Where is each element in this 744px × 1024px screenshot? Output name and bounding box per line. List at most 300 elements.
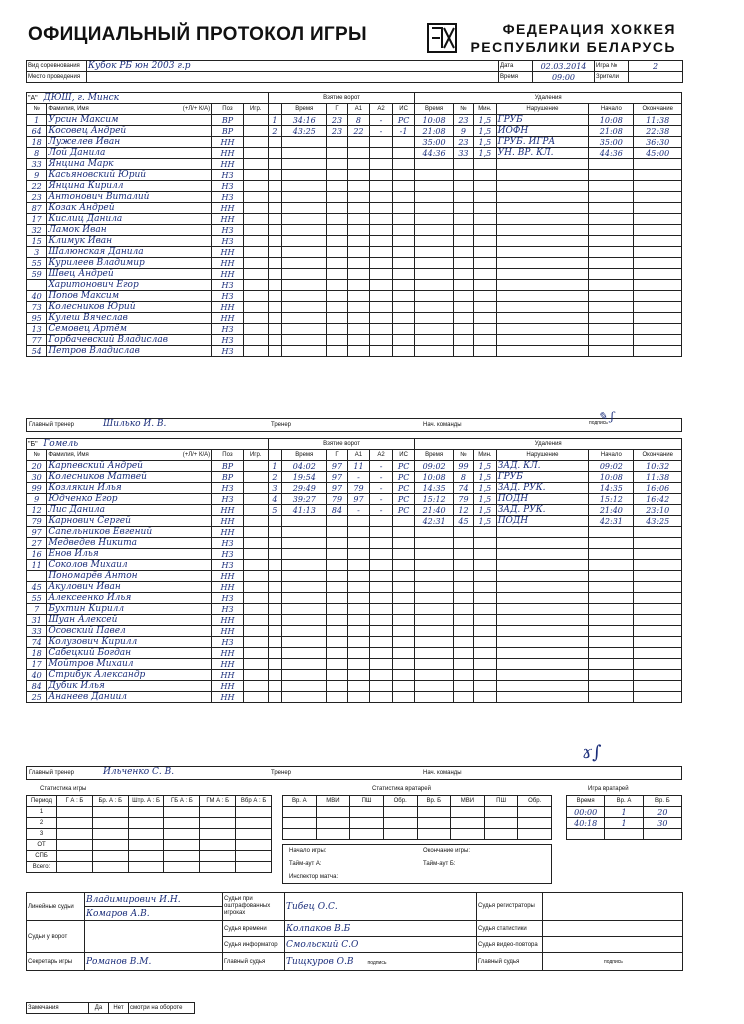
federation-line2: РЕСПУБЛИКИ БЕЛАРУСЬ — [470, 39, 676, 55]
penalty-start — [589, 648, 634, 659]
goal-assist-1 — [347, 258, 370, 269]
penalty-infraction — [496, 692, 589, 703]
player-games — [243, 236, 268, 247]
video-label: Судья видео-повтора — [477, 937, 543, 953]
penalty-player: 9 — [453, 126, 473, 137]
player-name: Акулович Иван — [47, 582, 212, 593]
player-position: НН — [212, 648, 244, 659]
table-row — [27, 280, 682, 291]
penalty-time — [415, 615, 453, 626]
game-label: Игра № — [595, 61, 629, 72]
player-position: НЗ — [212, 346, 244, 357]
goal-assist-2 — [370, 648, 393, 659]
goal-assist-2 — [370, 593, 393, 604]
player-games — [243, 681, 268, 692]
penalty-player — [453, 593, 473, 604]
player-number: 9 — [27, 494, 47, 505]
table-row — [27, 593, 682, 604]
penalty-player — [453, 681, 473, 692]
goal-situation — [392, 560, 415, 571]
penalty-end — [634, 571, 682, 582]
penalty-player: 23 — [453, 137, 473, 148]
game-times-box — [282, 844, 552, 884]
player-number: 33 — [27, 626, 47, 637]
linesmen-label: Линейные судьи — [27, 893, 85, 921]
head-coach-a: Шилько И. В. — [103, 419, 167, 429]
goal-assist-2 — [370, 247, 393, 258]
table-row — [27, 560, 682, 571]
player-name: Шалюнская Данила — [47, 247, 212, 258]
gk-game-col: Время — [567, 796, 605, 807]
penalty-minutes — [474, 637, 497, 648]
registrar-value — [543, 893, 683, 921]
player-position: НН — [212, 137, 244, 148]
goal-scorer — [327, 615, 347, 626]
stats-period-label: 1 — [27, 807, 57, 818]
player-position: НН — [212, 148, 244, 159]
goal-assist-2 — [370, 269, 393, 280]
player-position: НН — [212, 505, 244, 516]
penalty-end — [634, 247, 682, 258]
goal-time — [282, 203, 327, 214]
player-position: НЗ — [212, 604, 244, 615]
goal-situation — [392, 313, 415, 324]
goal-scorer — [327, 571, 347, 582]
table-row — [27, 192, 682, 203]
penalty-box-label: Судьи при оштрафованных игроках — [223, 893, 285, 921]
goal-time — [282, 225, 327, 236]
venue-label: Место проведения — [27, 72, 87, 83]
penalty-minutes — [474, 247, 497, 258]
penalty-infraction — [496, 527, 589, 538]
stats-col: Штр. А : Б — [128, 796, 164, 807]
penalty-player — [453, 214, 473, 225]
stats-cell — [200, 851, 236, 862]
goal-scorer — [327, 225, 347, 236]
goal-time: 39:27 — [282, 494, 327, 505]
player-games — [243, 549, 268, 560]
stats-cell — [164, 851, 200, 862]
goal-assist-2 — [370, 291, 393, 302]
player-games — [243, 494, 268, 505]
col-is: ИС — [392, 104, 415, 115]
player-position: НЗ — [212, 170, 244, 181]
goal-time — [282, 313, 327, 324]
penalty-end — [634, 170, 682, 181]
goal-scorer — [327, 214, 347, 225]
table-row — [27, 692, 682, 703]
goal-assist-1 — [347, 181, 370, 192]
team-b-name: Гомель — [43, 439, 79, 449]
table-row — [27, 214, 682, 225]
player-name: Кислиц Данила — [47, 214, 212, 225]
penalty-end — [634, 302, 682, 313]
goal-situation — [392, 692, 415, 703]
col-pen-time: Время — [415, 450, 453, 461]
col-pen-num: № — [453, 104, 473, 115]
player-name: Харитонович Егор — [47, 280, 212, 291]
goal-scorer — [327, 236, 347, 247]
table-row — [27, 571, 682, 582]
stats-cell — [164, 807, 200, 818]
penalty-player — [453, 159, 473, 170]
player-name: Янцина Марк — [47, 159, 212, 170]
table-row — [27, 115, 682, 126]
goal-assist-1 — [347, 670, 370, 681]
chief-judge-name: Тищкуров О.В — [286, 956, 354, 967]
player-name: Колузович Кирилл — [47, 637, 212, 648]
goal-assist-1: 11 — [347, 461, 370, 472]
col-pen-start: Начало — [589, 450, 634, 461]
goal-scorer — [327, 648, 347, 659]
goal-situation — [392, 247, 415, 258]
goal-situation — [392, 615, 415, 626]
gk-game-title: Игра вратарей — [588, 786, 629, 792]
table-row — [27, 829, 272, 840]
goal-assist-2 — [370, 560, 393, 571]
goal-assist-1 — [347, 313, 370, 324]
goal-assist-2 — [370, 659, 393, 670]
goal-time — [282, 681, 327, 692]
time-value: 09:00 — [533, 72, 595, 83]
penalty-end — [634, 692, 682, 703]
table-row — [27, 181, 682, 192]
table-row — [27, 818, 272, 829]
goal-assist-1 — [347, 692, 370, 703]
goal-time — [282, 280, 327, 291]
goal-assist-2 — [370, 516, 393, 527]
col-name — [47, 104, 212, 115]
penalty-end — [634, 604, 682, 615]
penalty-start: 21:08 — [589, 126, 634, 137]
goal-index — [268, 148, 282, 159]
protocol-title: ОФИЦИАЛЬНЫЙ ПРОТОКОЛ ИГРЫ — [28, 24, 367, 45]
goal-situation: РС — [392, 461, 415, 472]
col-pen-infr: Нарушение — [496, 104, 589, 115]
goal-assist-2 — [370, 159, 393, 170]
goal-scorer — [327, 280, 347, 291]
stats-cell — [128, 840, 164, 851]
stats-cell — [128, 862, 164, 873]
player-games — [243, 280, 268, 291]
penalty-player — [453, 648, 473, 659]
goal-assist-2: - — [370, 126, 393, 137]
goal-scorer — [327, 247, 347, 258]
penalty-start — [589, 214, 634, 225]
col-goal-time: Время — [282, 450, 327, 461]
goal-scorer — [327, 335, 347, 346]
penalty-time: 35:00 — [415, 137, 453, 148]
penalty-start — [589, 604, 634, 615]
goal-assist-2 — [370, 681, 393, 692]
player-name: Урсин Максим — [47, 115, 212, 126]
goal-scorer — [327, 313, 347, 324]
penalty-infraction — [496, 181, 589, 192]
goal-index — [268, 648, 282, 659]
player-name: Соколов Михаил — [47, 560, 212, 571]
goal-assist-2 — [370, 346, 393, 357]
goal-assist-1 — [347, 225, 370, 236]
table-row — [27, 159, 682, 170]
penalty-start — [589, 302, 634, 313]
player-position: НЗ — [212, 225, 244, 236]
head-coach-b: Ильченко С. В. — [103, 767, 175, 777]
player-name: Горбачевский Владислав — [47, 335, 212, 346]
penalty-infraction: ГРУБ — [496, 472, 589, 483]
player-number: 27 — [27, 538, 47, 549]
penalty-end — [634, 313, 682, 324]
goal-scorer — [327, 626, 347, 637]
player-name: Колесников Матвей — [47, 472, 212, 483]
penalty-start — [589, 571, 634, 582]
goal-time: 34:16 — [282, 115, 327, 126]
goal-situation — [392, 582, 415, 593]
penalty-start — [589, 538, 634, 549]
col-pen-num: № — [453, 450, 473, 461]
gk-game-col: Вр. Б — [643, 796, 681, 807]
penalty-time — [415, 346, 453, 357]
goal-time — [282, 302, 327, 313]
federation-logo — [424, 20, 460, 56]
penalty-time — [415, 335, 453, 346]
goal-situation — [392, 516, 415, 527]
penalty-player — [453, 615, 473, 626]
table-row — [27, 335, 682, 346]
player-games — [243, 615, 268, 626]
goal-scorer: 97 — [327, 483, 347, 494]
player-games — [243, 159, 268, 170]
table-row — [27, 148, 682, 159]
penalty-player — [453, 626, 473, 637]
coach-label-a: Тренер — [271, 422, 291, 428]
player-games — [243, 670, 268, 681]
player-name: Лой Данила — [47, 148, 212, 159]
chief-signature-label: подпись — [367, 959, 387, 966]
player-games — [243, 648, 268, 659]
player-number: 23 — [27, 192, 47, 203]
col-goal-g: Г — [327, 450, 347, 461]
player-name: Сапельников Евгений — [47, 527, 212, 538]
goal-time — [282, 148, 327, 159]
player-games — [243, 214, 268, 225]
team-a-letter: "А" — [28, 95, 38, 102]
col-goal-n — [268, 104, 282, 115]
team-a-name: ДЮШ, г. Минск — [43, 93, 120, 103]
goal-index — [268, 203, 282, 214]
player-position: НН — [212, 659, 244, 670]
player-position: НН — [212, 247, 244, 258]
penalty-minutes — [474, 236, 497, 247]
stats-cell — [92, 807, 128, 818]
player-games — [243, 126, 268, 137]
gk-a: 1 — [605, 818, 643, 829]
table-row — [27, 137, 682, 148]
col-pen-min: Мин. — [474, 450, 497, 461]
col-pen-end: Окончание — [634, 104, 682, 115]
goal-time — [282, 538, 327, 549]
goal-situation — [392, 302, 415, 313]
goal-assist-2 — [370, 626, 393, 637]
penalty-time: 21:08 — [415, 126, 453, 137]
table-row — [27, 494, 682, 505]
player-games — [243, 538, 268, 549]
goal-index — [268, 335, 282, 346]
goal-assist-1 — [347, 214, 370, 225]
player-games — [243, 659, 268, 670]
penalty-player: 99 — [453, 461, 473, 472]
penalty-time: 10:08 — [415, 115, 453, 126]
goal-assist-1 — [347, 549, 370, 560]
goal-index — [268, 291, 282, 302]
player-games — [243, 313, 268, 324]
chief2-label: Главный судья — [477, 953, 543, 971]
penalty-time — [415, 225, 453, 236]
penalty-time — [415, 681, 453, 692]
table-row — [27, 807, 272, 818]
gk-change-time: 00:00 — [567, 807, 605, 818]
penalty-minutes — [474, 692, 497, 703]
player-name: Алексеенко Илья — [47, 593, 212, 604]
goal-scorer — [327, 582, 347, 593]
player-position: НН — [212, 302, 244, 313]
penalty-infraction — [496, 346, 589, 357]
penalty-time — [415, 626, 453, 637]
registrar-label: Судья регистраторы — [477, 893, 543, 921]
goal-index — [268, 560, 282, 571]
player-number — [27, 571, 47, 582]
goal-index — [268, 324, 282, 335]
col-a1: А1 — [347, 450, 370, 461]
penalty-infraction — [496, 571, 589, 582]
penalty-time — [415, 313, 453, 324]
goal-time — [282, 604, 327, 615]
goal-assist-2 — [370, 538, 393, 549]
penalty-time — [415, 637, 453, 648]
timekeeper-label: Судья времени — [223, 921, 285, 937]
player-name: Семовец Артём — [47, 324, 212, 335]
goal-index: 5 — [268, 505, 282, 516]
col-num: № — [27, 104, 47, 115]
goal-scorer — [327, 516, 347, 527]
player-number: 12 — [27, 505, 47, 516]
penalty-minutes — [474, 302, 497, 313]
col-goal-n — [268, 450, 282, 461]
goal-time: 29:49 — [282, 483, 327, 494]
player-number: 45 — [27, 582, 47, 593]
goal-assist-1 — [347, 560, 370, 571]
gk-b — [643, 829, 681, 840]
goal-assist-1 — [347, 324, 370, 335]
col-li-ka: (+Л/+ К/А) — [182, 106, 211, 112]
goal-situation — [392, 170, 415, 181]
goal-time: 04:02 — [282, 461, 327, 472]
goal-assist-2 — [370, 670, 393, 681]
penalty-end — [634, 291, 682, 302]
penalty-infraction: ПОДН — [496, 516, 589, 527]
player-number: 30 — [27, 472, 47, 483]
player-position: НН — [212, 203, 244, 214]
goal-time — [282, 549, 327, 560]
officials-table — [26, 892, 683, 971]
goal-assist-2 — [370, 258, 393, 269]
penalty-minutes: 1,5 — [474, 505, 497, 516]
player-position: НН — [212, 527, 244, 538]
col-name-label: Фамилия, Имя — [48, 452, 89, 458]
player-number: 17 — [27, 214, 47, 225]
table-row — [567, 807, 682, 818]
table-row — [27, 659, 682, 670]
penalty-player — [453, 335, 473, 346]
player-number: 59 — [27, 269, 47, 280]
penalty-minutes — [474, 604, 497, 615]
stats-period-label: 2 — [27, 818, 57, 829]
table-row — [27, 516, 682, 527]
penalty-minutes — [474, 571, 497, 582]
spectators-value — [629, 72, 683, 83]
penalty-player — [453, 582, 473, 593]
goal-assist-1 — [347, 604, 370, 615]
player-games — [243, 137, 268, 148]
goal-time — [282, 637, 327, 648]
goal-situation — [392, 269, 415, 280]
goal-index — [268, 159, 282, 170]
penalty-end — [634, 615, 682, 626]
goal-situation — [392, 538, 415, 549]
penalty-player: 79 — [453, 494, 473, 505]
penalty-time — [415, 192, 453, 203]
penalty-time — [415, 560, 453, 571]
goal-scorer: 23 — [327, 126, 347, 137]
goal-index: 3 — [268, 483, 282, 494]
chief2-signature-label: подпись — [604, 958, 623, 965]
penalty-time — [415, 214, 453, 225]
player-number: 79 — [27, 516, 47, 527]
remarks-see-back: смотри на обороте — [129, 1003, 195, 1014]
goal-scorer — [327, 137, 347, 148]
penalty-time — [415, 538, 453, 549]
table-row — [27, 269, 682, 280]
penalty-infraction — [496, 258, 589, 269]
game-start-label: Начало игры: — [289, 848, 327, 854]
player-position: ВР — [212, 126, 244, 137]
penalty-time — [415, 269, 453, 280]
penalty-infraction: ГРУБ. ИГРА — [496, 137, 589, 148]
goal-scorer — [327, 527, 347, 538]
penalty-time: 21:40 — [415, 505, 453, 516]
player-games — [243, 692, 268, 703]
player-games — [243, 247, 268, 258]
penalty-end: 11:38 — [634, 472, 682, 483]
goal-scorer — [327, 148, 347, 159]
penalty-player — [453, 291, 473, 302]
penalty-end — [634, 225, 682, 236]
stats-period-label: 3 — [27, 829, 57, 840]
penalty-minutes — [474, 538, 497, 549]
stats-cell — [236, 862, 272, 873]
player-games — [243, 225, 268, 236]
goal-scorer: 97 — [327, 472, 347, 483]
goal-assist-2 — [370, 192, 393, 203]
penalty-end — [634, 670, 682, 681]
goal-assist-2 — [370, 203, 393, 214]
player-position: НН — [212, 626, 244, 637]
stats-title: Статистика игры — [40, 786, 87, 792]
penalties-header-b: Удаления — [415, 439, 682, 450]
player-position: НН — [212, 258, 244, 269]
penalty-end — [634, 527, 682, 538]
penalty-start — [589, 313, 634, 324]
penalty-time: 09:02 — [415, 461, 453, 472]
